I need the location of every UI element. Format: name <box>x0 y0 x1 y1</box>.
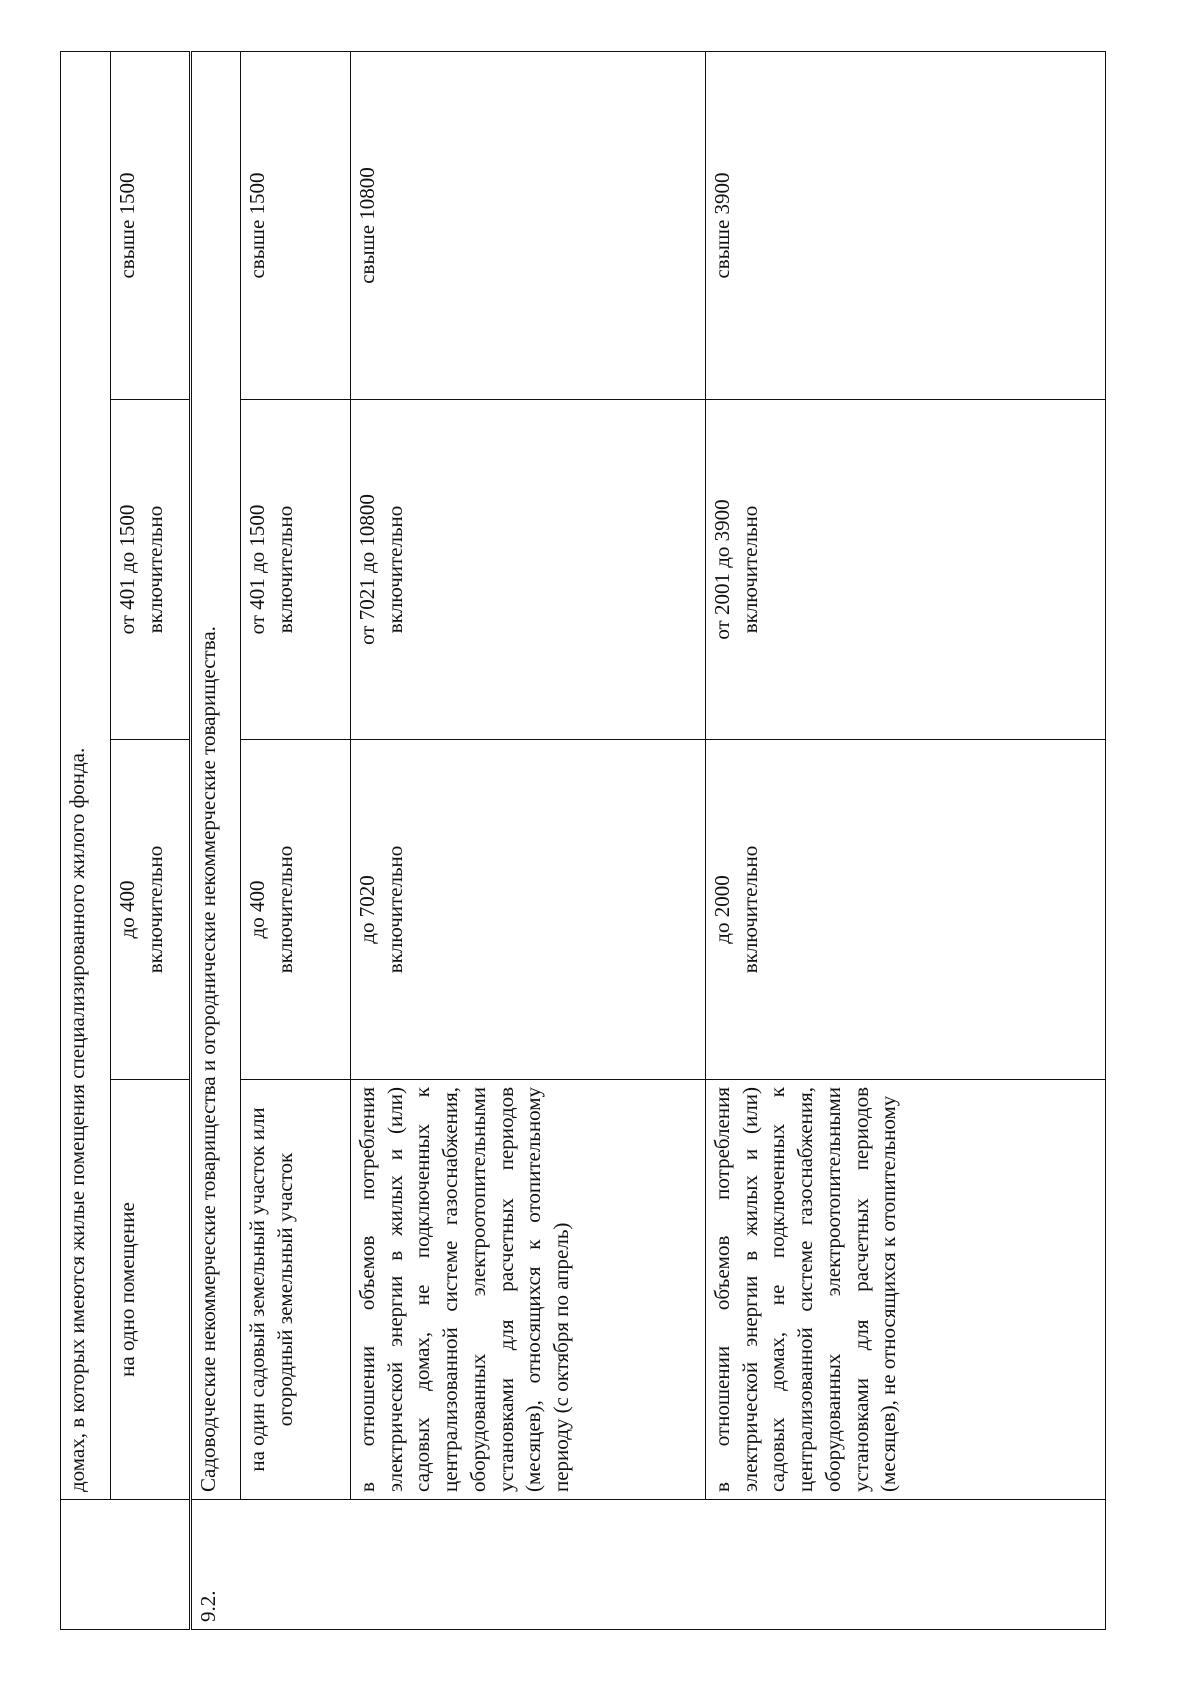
description-cell: в отношении объемов потребления электрической энергии в жилых и (или) садовых домах, не подключенных к централизованной системе газоснабжения, оборудованных электроотопительными установками для расчетных периодов (месяцев), не относящихся к отопительному <box>706 1080 1106 1500</box>
table-row <box>351 52 706 1630</box>
table-row <box>191 52 241 1630</box>
tariff-table <box>60 51 1106 1630</box>
table-row <box>61 52 111 1630</box>
table-row <box>706 52 1106 1630</box>
range-mid-cell: от 401 до 1500 включительно <box>111 400 191 740</box>
rotated-content <box>60 52 1105 1630</box>
category-heading: Садоводческие некоммерческие товарищества и огороднические некоммерческие товарищества. <box>191 52 241 1500</box>
table-row <box>241 52 351 1630</box>
range-low-cell: до 7020 включительно <box>351 740 706 1080</box>
unit-cell: на одно помещение <box>111 1080 191 1500</box>
table-row <box>111 52 191 1630</box>
unit-cell: на один садовый земельный участок или огородный земельный участок <box>241 1080 351 1500</box>
range-high-cell: свыше 10800 <box>351 52 706 400</box>
range-low-cell: до 400 включительно <box>241 740 351 1080</box>
row-number-cell <box>61 1500 191 1630</box>
category-heading: домах, в которых имеются жилые помещения специализированного жилого фонда. <box>61 52 111 1500</box>
range-low-cell: до 400 включительно <box>111 740 191 1080</box>
range-high-cell: свыше 1500 <box>111 52 191 400</box>
range-high-cell: свыше 3900 <box>706 52 1106 400</box>
range-low-cell: до 2000 включительно <box>706 740 1106 1080</box>
range-high-cell: свыше 1500 <box>241 52 351 400</box>
description-cell: в отношении объемов потребления электрической энергии в жилых и (или) садовых домах, не подключенных к централизованной системе газоснабжения, оборудованных электроотопительными установками для расчетных периодов (месяцев), относящихся к отопительному периоду (с октября по апрель) <box>351 1080 706 1500</box>
row-number-cell: 9.2. <box>191 1500 1106 1630</box>
range-mid-cell: от 7021 до 10800 включительно <box>351 400 706 740</box>
range-mid-cell: от 2001 до 3900 включительно <box>706 400 1106 740</box>
range-mid-cell: от 401 до 1500 включительно <box>241 400 351 740</box>
